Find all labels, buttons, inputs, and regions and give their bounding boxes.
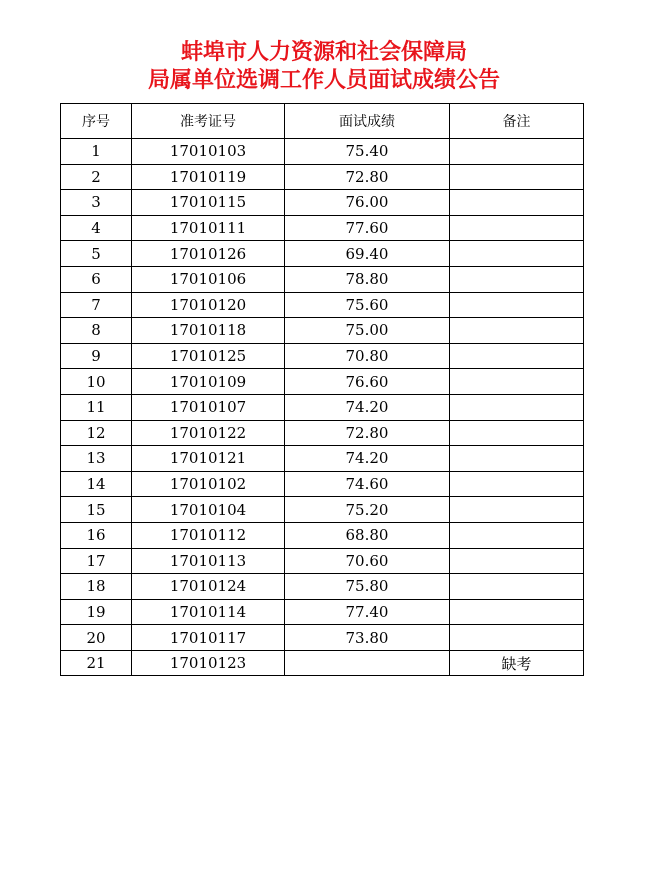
row-number-cell: 6 — [61, 266, 132, 292]
header-row — [61, 104, 584, 139]
exam-id-cell: 17010118 — [132, 318, 285, 344]
table-row — [61, 599, 584, 625]
remark-cell — [450, 215, 584, 241]
remark-cell — [450, 318, 584, 344]
remark-cell — [450, 522, 584, 548]
row-number-cell: 19 — [61, 599, 132, 625]
exam-id-cell: 17010125 — [132, 343, 285, 369]
score-cell: 75.00 — [285, 318, 450, 344]
exam-id-cell: 17010107 — [132, 394, 285, 420]
remark-cell — [450, 139, 584, 165]
exam-id-cell: 17010103 — [132, 139, 285, 165]
table-row — [61, 369, 584, 395]
row-number-cell: 14 — [61, 471, 132, 497]
table-row — [61, 625, 584, 651]
column-header-remark: 备注 — [450, 104, 584, 139]
table-row — [61, 574, 584, 600]
score-cell: 73.80 — [285, 625, 450, 651]
table-row — [61, 394, 584, 420]
row-number-cell: 16 — [61, 522, 132, 548]
exam-id-cell: 17010102 — [132, 471, 285, 497]
table-row — [61, 650, 584, 676]
score-cell: 74.20 — [285, 394, 450, 420]
score-cell: 78.80 — [285, 266, 450, 292]
title-line-1: 蚌埠市人力资源和社会保障局 — [180, 39, 467, 65]
table-row — [61, 318, 584, 344]
exam-id-cell: 17010106 — [132, 266, 285, 292]
exam-id-cell: 17010123 — [132, 650, 285, 676]
row-number-cell: 9 — [61, 343, 132, 369]
remark-cell — [450, 420, 584, 446]
table-row — [61, 446, 584, 472]
row-number-cell: 4 — [61, 215, 132, 241]
row-number-cell: 8 — [61, 318, 132, 344]
score-cell — [285, 650, 450, 676]
row-number-cell: 1 — [61, 139, 132, 165]
row-number-cell: 21 — [61, 650, 132, 676]
remark-cell — [450, 190, 584, 216]
exam-id-cell: 17010121 — [132, 446, 285, 472]
column-header-no: 序号 — [61, 104, 132, 139]
exam-id-cell: 17010115 — [132, 190, 285, 216]
table-row — [61, 215, 584, 241]
score-cell: 74.60 — [285, 471, 450, 497]
exam-id-cell: 17010114 — [132, 599, 285, 625]
score-cell: 74.20 — [285, 446, 450, 472]
exam-id-cell: 17010104 — [132, 497, 285, 523]
row-number-cell: 7 — [61, 292, 132, 318]
score-cell: 75.60 — [285, 292, 450, 318]
remark-cell — [450, 548, 584, 574]
score-cell: 75.40 — [285, 139, 450, 165]
row-number-cell: 18 — [61, 574, 132, 600]
column-header-exam-id: 准考证号 — [132, 104, 285, 139]
column-header-score: 面试成绩 — [285, 104, 450, 139]
row-number-cell: 17 — [61, 548, 132, 574]
table-row — [61, 292, 584, 318]
score-cell: 76.60 — [285, 369, 450, 395]
table-row — [61, 164, 584, 190]
remark-cell — [450, 599, 584, 625]
row-number-cell: 13 — [61, 446, 132, 472]
table-row — [61, 139, 584, 165]
score-cell: 70.60 — [285, 548, 450, 574]
remark-cell — [450, 164, 584, 190]
remark-cell — [450, 241, 584, 267]
remark-cell — [450, 497, 584, 523]
table-row — [61, 241, 584, 267]
table-row — [61, 266, 584, 292]
remark-cell — [450, 266, 584, 292]
exam-id-cell: 17010122 — [132, 420, 285, 446]
exam-id-cell: 17010112 — [132, 522, 285, 548]
exam-id-cell: 17010111 — [132, 215, 285, 241]
score-cell: 75.20 — [285, 497, 450, 523]
exam-id-cell: 17010119 — [132, 164, 285, 190]
score-cell: 76.00 — [285, 190, 450, 216]
row-number-cell: 3 — [61, 190, 132, 216]
score-table — [60, 103, 584, 676]
remark-cell: 缺考 — [450, 650, 584, 676]
exam-id-cell: 17010117 — [132, 625, 285, 651]
score-cell: 69.40 — [285, 241, 450, 267]
remark-cell — [450, 292, 584, 318]
remark-cell — [450, 574, 584, 600]
remark-cell — [450, 343, 584, 369]
score-cell: 75.80 — [285, 574, 450, 600]
page-title — [0, 38, 648, 94]
score-cell: 77.40 — [285, 599, 450, 625]
table-row — [61, 522, 584, 548]
table-row — [61, 190, 584, 216]
remark-cell — [450, 394, 584, 420]
row-number-cell: 5 — [61, 241, 132, 267]
exam-id-cell: 17010120 — [132, 292, 285, 318]
row-number-cell: 15 — [61, 497, 132, 523]
remark-cell — [450, 471, 584, 497]
title-line-2: 局属单位选调工作人员面试成绩公告 — [147, 67, 500, 93]
exam-id-cell: 17010113 — [132, 548, 285, 574]
table-row — [61, 420, 584, 446]
exam-id-cell: 17010109 — [132, 369, 285, 395]
table-row — [61, 343, 584, 369]
row-number-cell: 10 — [61, 369, 132, 395]
score-cell: 68.80 — [285, 522, 450, 548]
exam-id-cell: 17010126 — [132, 241, 285, 267]
table-row — [61, 471, 584, 497]
remark-cell — [450, 625, 584, 651]
remark-cell — [450, 369, 584, 395]
row-number-cell: 12 — [61, 420, 132, 446]
remark-cell — [450, 446, 584, 472]
table-row — [61, 548, 584, 574]
score-cell: 70.80 — [285, 343, 450, 369]
exam-id-cell: 17010124 — [132, 574, 285, 600]
score-cell: 72.80 — [285, 420, 450, 446]
score-cell: 72.80 — [285, 164, 450, 190]
row-number-cell: 20 — [61, 625, 132, 651]
score-cell: 77.60 — [285, 215, 450, 241]
row-number-cell: 11 — [61, 394, 132, 420]
row-number-cell: 2 — [61, 164, 132, 190]
table-row — [61, 497, 584, 523]
